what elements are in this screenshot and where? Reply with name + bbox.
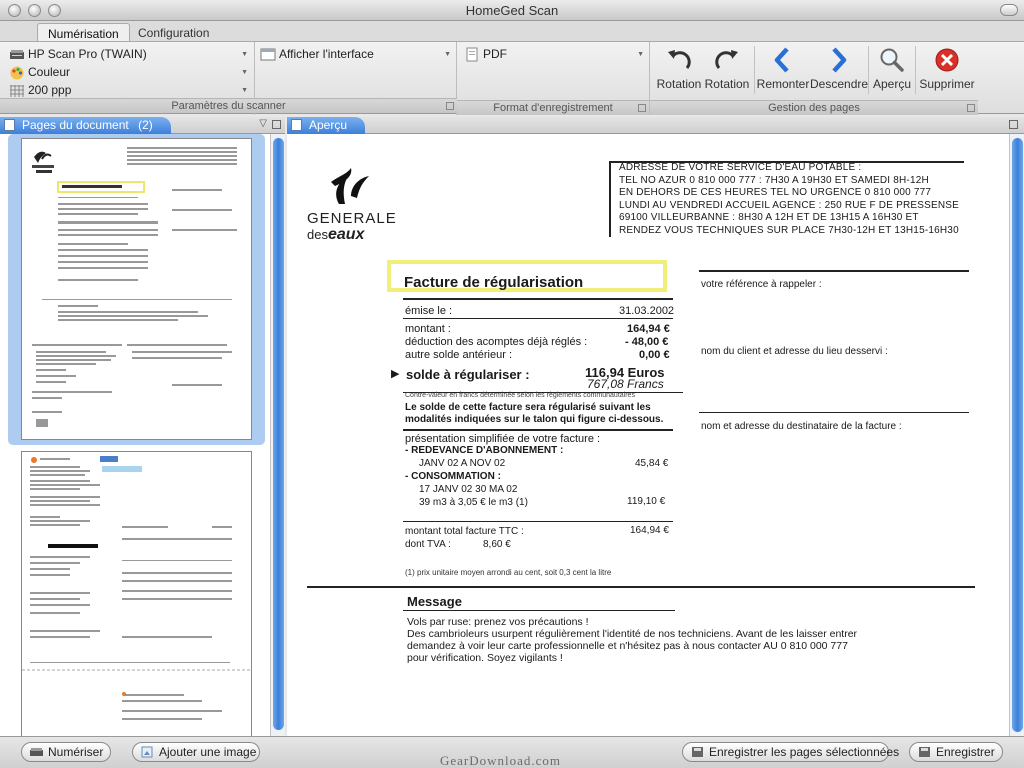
panel-menu-icon[interactable]: ▽ bbox=[259, 118, 267, 129]
scanner-device-select[interactable] bbox=[6, 46, 250, 63]
page-thumbnail-2[interactable] bbox=[21, 451, 252, 736]
ribbon bbox=[0, 41, 1024, 114]
save-selected-pages-button[interactable]: Enregistrer les pages sélectionnées bbox=[682, 742, 889, 762]
contre-valeur-note: Contre-valeur en francs déterminée selon les règlements communautaires bbox=[405, 392, 635, 399]
emise-label: émise le : bbox=[405, 305, 453, 317]
divider bbox=[754, 46, 755, 94]
divider bbox=[868, 46, 869, 94]
format-value: PDF bbox=[483, 47, 507, 61]
chevron-down-icon: ▼ bbox=[444, 51, 451, 58]
color-mode-select[interactable] bbox=[6, 64, 250, 81]
acomptes-label: déduction des acomptes déjà réglés : bbox=[405, 336, 588, 348]
rotate-left-button[interactable]: Rotation bbox=[654, 44, 704, 94]
montant-label: montant : bbox=[405, 323, 451, 335]
preview-panel-header bbox=[287, 117, 1024, 134]
total-value: 164,94 € bbox=[630, 525, 669, 536]
chevron-right-icon bbox=[824, 46, 852, 74]
message-title: Message bbox=[407, 594, 462, 609]
page-management-label: Gestion des pages bbox=[650, 100, 978, 115]
divider bbox=[403, 521, 673, 522]
save-icon bbox=[918, 746, 931, 758]
add-image-icon bbox=[141, 746, 154, 758]
page-thumbnail-1[interactable] bbox=[21, 138, 252, 440]
note-line-2: modalités indiquées sur le talon qui figure ci-dessous. bbox=[405, 414, 664, 425]
generale-des-eaux-logo-icon bbox=[317, 164, 387, 212]
divider bbox=[307, 586, 975, 588]
scanner-settings-label: Paramètres du scanner bbox=[0, 98, 457, 113]
chevron-down-icon: ▼ bbox=[241, 51, 248, 58]
title-bar bbox=[0, 0, 1024, 21]
emise-value: 31.03.2002 bbox=[619, 305, 675, 317]
consommation-label: - CONSOMMATION : bbox=[405, 471, 501, 482]
tab-numerisation[interactable]: Numérisation bbox=[37, 23, 130, 42]
document-icon bbox=[291, 119, 302, 131]
palette-icon bbox=[9, 65, 25, 80]
format-group-label: Format d'enregistrement bbox=[457, 100, 649, 115]
consommation-detail: 39 m3 à 3,05 € le m3 (1) bbox=[419, 497, 528, 508]
redevance-label: - REDEVANCE D'ABONNEMENT : bbox=[405, 445, 564, 456]
pages-panel-header bbox=[0, 117, 285, 134]
preview-scrollbar-thumb[interactable] bbox=[1012, 138, 1023, 732]
window-icon bbox=[260, 47, 276, 62]
consommation-period: 17 JANV 02 30 MA 02 bbox=[419, 484, 518, 495]
solde-francs: 767,08 Francs bbox=[587, 377, 664, 391]
grid-icon bbox=[9, 83, 25, 98]
preview-panel-tab[interactable] bbox=[287, 117, 365, 134]
chevron-down-icon: ▼ bbox=[637, 51, 644, 58]
save-icon bbox=[691, 746, 704, 758]
client-label: nom du client et adresse du lieu desservi : bbox=[701, 346, 888, 357]
scanner-settings-launcher[interactable] bbox=[446, 102, 454, 110]
divider bbox=[403, 318, 673, 319]
logo-line-1: GENERALE bbox=[307, 210, 397, 227]
pdf-icon bbox=[464, 47, 480, 62]
chevron-down-icon: ▼ bbox=[241, 87, 248, 94]
resolution-value: 200 ppp bbox=[28, 83, 72, 97]
move-up-button[interactable]: Remonter bbox=[756, 44, 810, 94]
scanner-icon bbox=[30, 746, 43, 758]
divider bbox=[403, 429, 673, 431]
divider bbox=[699, 412, 969, 413]
preview-scrollbar[interactable] bbox=[1009, 134, 1024, 736]
acomptes-value: - 48,00 € bbox=[625, 336, 669, 348]
anterieur-label: autre solde antérieur : bbox=[405, 349, 513, 361]
note-line-1: Le solde de cette facture sera régularisé suivant les bbox=[405, 402, 651, 413]
scanner-device-value: HP Scan Pro (TWAIN) bbox=[28, 47, 147, 61]
presentation-title: présentation simplifiée de votre facture : bbox=[405, 433, 601, 445]
tab-bar bbox=[0, 21, 1024, 41]
toolbar-toggle-button[interactable] bbox=[1000, 4, 1018, 16]
pages-panel-tab[interactable] bbox=[0, 117, 171, 134]
scanner-icon bbox=[9, 47, 25, 62]
add-image-button[interactable]: Ajouter une image bbox=[132, 742, 260, 762]
invoice-document bbox=[287, 134, 1007, 736]
consommation-value: 119,10 € bbox=[627, 496, 666, 507]
destinataire-label: nom et adresse du destinataire de la facture : bbox=[701, 421, 902, 432]
arrow-right-icon: ▶ bbox=[391, 368, 400, 380]
rotate-left-icon bbox=[665, 46, 693, 74]
divider bbox=[403, 298, 673, 300]
message-body: Vols par ruse: prenez vos précautions ! Des cambrioleurs usurpent régulièrement l'identité de nos techniciens. Avant de les laisser entrer demandez à voir leur carte professionnelle et n'hésitez pas à nous contacter AU 0 810 000 777 pour vérification. Soyez vigilants ! bbox=[407, 616, 858, 664]
delete-icon bbox=[933, 46, 961, 74]
divider bbox=[699, 270, 969, 272]
document-icon bbox=[4, 119, 15, 131]
chevron-left-icon bbox=[769, 46, 797, 74]
page-2-content bbox=[22, 452, 252, 736]
address-block: ADRESSE DE VOTRE SERVICE D'EAU POTABLE : TEL NO AZUR 0 810 000 777 : 7H30 A 19H30 ET SAMEDI 8H-12H EN DEHORS DE CES HEURES TEL NO URGENCE 0 810 000 777 LUNDI AU VENDREDI ACCUEIL AGENCE : 250 RUE F DE PRESSENSE 69100 VILLEURBANNE : 8H30 A 12H ET DE 13H15 A 16H30 ET RENDEZ VOUS TECHNIQUES SUR PLACE 7H30-12H ET 13H15-16H30 bbox=[619, 162, 960, 236]
tab-configuration[interactable]: Configuration bbox=[138, 26, 210, 40]
show-interface-select[interactable] bbox=[257, 46, 453, 63]
pages-panel-title: Pages du document bbox=[22, 118, 129, 132]
tva-value: 8,60 € bbox=[483, 539, 511, 550]
watermark: GearDownload.com bbox=[440, 753, 562, 768]
pages-list bbox=[0, 134, 285, 736]
page-management-launcher[interactable] bbox=[967, 104, 975, 112]
panel-restore-icon[interactable] bbox=[272, 120, 281, 129]
footnote: (1) prix unitaire moyen arrondi au cent, soit 0,3 cent la litre bbox=[405, 568, 612, 577]
invoice-title: Facture de régularisation bbox=[404, 274, 584, 291]
pages-scrollbar[interactable] bbox=[270, 134, 285, 736]
divider bbox=[403, 610, 675, 611]
preview-area bbox=[287, 134, 1024, 736]
preview-button[interactable]: Aperçu bbox=[870, 44, 914, 94]
scan-button[interactable]: Numériser bbox=[21, 742, 111, 762]
page-1-content bbox=[22, 139, 252, 440]
montant-value: 164,94 € bbox=[627, 323, 670, 335]
move-down-button[interactable]: Descendre bbox=[810, 44, 866, 94]
page-management-group bbox=[650, 42, 978, 115]
window-title: HomeGed Scan bbox=[465, 3, 559, 18]
save-button[interactable]: Enregistrer bbox=[909, 742, 1003, 762]
resolution-select[interactable] bbox=[6, 82, 250, 99]
logo-line-2: deseaux bbox=[307, 226, 365, 243]
rotate-right-icon bbox=[713, 46, 741, 74]
show-interface-label: Afficher l'interface bbox=[279, 47, 374, 61]
panel-restore-icon[interactable] bbox=[1009, 120, 1018, 129]
delete-button[interactable]: Supprimer bbox=[918, 44, 976, 94]
color-mode-value: Couleur bbox=[28, 65, 71, 79]
rotate-right-button[interactable]: Rotation bbox=[702, 44, 752, 94]
divider bbox=[915, 46, 916, 94]
format-select[interactable] bbox=[461, 46, 646, 63]
anterieur-value: 0,00 € bbox=[639, 349, 670, 361]
chevron-down-icon: ▼ bbox=[241, 69, 248, 76]
reference-label: votre référence à rappeler : bbox=[701, 279, 822, 290]
redevance-value: 45,84 € bbox=[635, 458, 669, 469]
format-launcher[interactable] bbox=[638, 104, 646, 112]
preview-panel-title: Aperçu bbox=[309, 118, 348, 132]
pages-scrollbar-thumb[interactable] bbox=[273, 138, 284, 730]
bottom-toolbar bbox=[0, 736, 1024, 768]
magnifier-icon bbox=[878, 46, 906, 74]
solde-label: solde à régulariser : bbox=[406, 367, 530, 382]
tva-label: dont TVA : bbox=[405, 539, 451, 550]
solde-value: 116,94 Euros bbox=[585, 365, 665, 380]
pages-count: (2) bbox=[138, 118, 153, 132]
format-group bbox=[457, 42, 650, 115]
redevance-period: JANV 02 A NOV 02 bbox=[419, 458, 506, 469]
total-label: montant total facture TTC : bbox=[405, 526, 524, 537]
